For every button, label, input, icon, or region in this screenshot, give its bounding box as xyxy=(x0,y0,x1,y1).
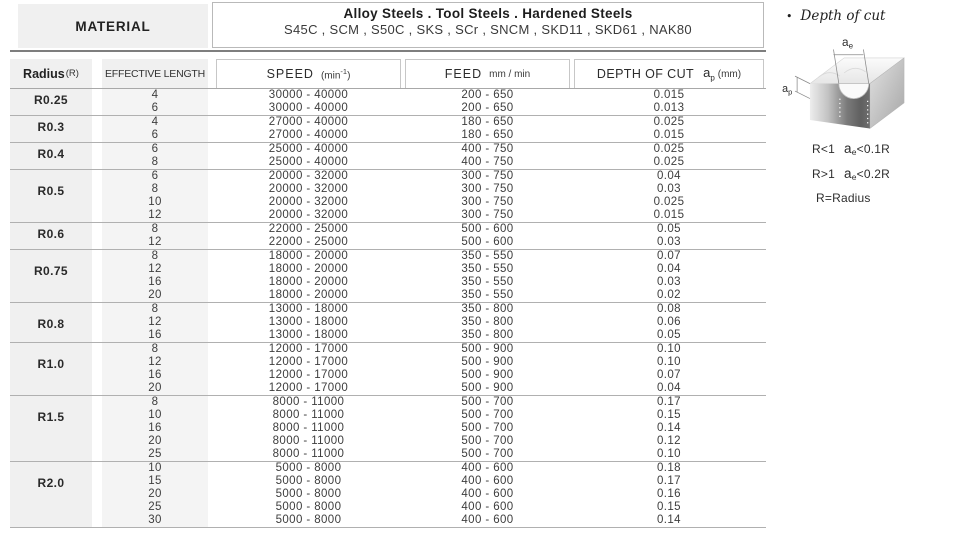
effective-length-cell: 10 xyxy=(102,409,208,422)
radius-group xyxy=(10,303,766,343)
depth-cell: 0.025 xyxy=(653,196,685,208)
effective-length-cell: 10 xyxy=(102,462,208,476)
depth-cell: 0.015 xyxy=(653,209,685,221)
table-row xyxy=(10,263,766,276)
effective-length-cell: 25 xyxy=(102,448,208,462)
speed-cell: 12000 - 17000 xyxy=(268,356,349,368)
depth-of-cut-panel xyxy=(780,8,955,209)
material-steel-types: Alloy Steels . Tool Steels . Hardened Steels xyxy=(343,6,633,21)
feed-column-header: FEED mm / min xyxy=(403,53,572,89)
depth-cell: 0.10 xyxy=(657,356,681,368)
feed-cell: 400 - 750 xyxy=(461,156,514,168)
material-label: MATERIAL xyxy=(18,4,208,48)
radius-group xyxy=(10,116,766,143)
feed-cell: 400 - 750 xyxy=(403,143,572,157)
effective-length-cell: 12 xyxy=(102,236,208,250)
depth-cell: 0.025 xyxy=(572,143,766,157)
effective-length-cell: 8 xyxy=(102,183,208,196)
speed-cell: 30000 - 40000 xyxy=(268,89,349,101)
column-gutter xyxy=(92,53,102,89)
speed-cell: 20000 - 32000 xyxy=(268,196,349,208)
feed-cell: 200 - 650 xyxy=(461,102,514,114)
spec-table xyxy=(10,53,766,528)
depth-of-cut-title: • Depth of cut xyxy=(786,8,886,24)
radius-cell: R0.5 xyxy=(10,170,92,223)
ap-dimension-lines xyxy=(795,76,810,98)
speed-cell: 25000 - 40000 xyxy=(214,143,403,157)
feed-cell: 300 - 750 xyxy=(461,183,514,195)
feed-cell: 400 - 600 xyxy=(403,462,572,476)
depth-cell: 0.025 xyxy=(653,156,685,168)
speed-cell: 13000 - 18000 xyxy=(268,329,349,341)
column-gutter xyxy=(92,143,102,170)
speed-cell: 12000 - 17000 xyxy=(268,369,349,381)
feed-cell: 500 - 900 xyxy=(461,369,514,381)
effective-length-cell: 6 xyxy=(102,102,208,116)
depth-cell: 0.013 xyxy=(653,102,685,114)
effective-length-cell: 8 xyxy=(102,303,208,317)
feed-cell: 500 - 700 xyxy=(461,448,514,460)
speed-cell: 5000 - 8000 xyxy=(214,462,403,476)
effective-length-cell: 15 xyxy=(102,475,208,488)
speed-cell: 30000 - 40000 xyxy=(268,102,349,114)
table-row xyxy=(10,382,766,396)
feed-cell: 500 - 700 xyxy=(461,422,514,434)
depth-of-cut-diagram xyxy=(782,28,932,136)
speed-cell: 8000 - 11000 xyxy=(272,422,345,434)
effective-length-cell: 20 xyxy=(102,289,208,303)
table-row xyxy=(10,223,766,237)
speed-cell: 20000 - 32000 xyxy=(268,209,349,221)
speed-cell: 20000 - 32000 xyxy=(268,183,349,195)
table-row xyxy=(10,462,766,476)
feed-cell: 350 - 800 xyxy=(461,316,514,328)
depth-cell: 0.04 xyxy=(572,170,766,184)
effective-length-cell: 16 xyxy=(102,329,208,343)
table-row xyxy=(10,369,766,382)
feed-cell: 500 - 700 xyxy=(461,409,514,421)
table-row xyxy=(10,435,766,448)
radius-cell: R2.0 xyxy=(10,462,92,528)
depth-column-header: DEPTH OF CUT $a_p$ (mm) xyxy=(572,53,766,89)
depth-cell: 0.06 xyxy=(657,316,681,328)
depth-cell: 0.18 xyxy=(572,462,766,476)
table-row xyxy=(10,356,766,369)
header-divider xyxy=(10,50,766,52)
effective-length-cell: 8 xyxy=(102,343,208,357)
effective-length-cell: 12 xyxy=(102,209,208,223)
effective-length-cell: 12 xyxy=(102,356,208,369)
ae-label: ae xyxy=(842,36,854,51)
material-value-box xyxy=(212,2,764,48)
depth-cell: 0.03 xyxy=(657,183,681,195)
depth-cell: 0.16 xyxy=(657,488,681,500)
depth-cell: 0.015 xyxy=(653,89,685,101)
depth-cell: 0.15 xyxy=(657,409,681,421)
radius-cell: R0.75 xyxy=(10,250,92,303)
column-gutter xyxy=(92,89,102,116)
depth-cell: 0.07 xyxy=(657,369,681,381)
radius-cell: R1.5 xyxy=(10,396,92,462)
table-row xyxy=(10,170,766,184)
material-header xyxy=(10,2,766,50)
table-row xyxy=(10,89,766,103)
radius-cell: R0.8 xyxy=(10,303,92,343)
table-row xyxy=(10,289,766,303)
speed-cell: 13000 - 18000 xyxy=(268,316,349,328)
speed-cell: 18000 - 20000 xyxy=(268,276,349,288)
feed-cell: 500 - 900 xyxy=(403,343,572,357)
effective-length-cell: 6 xyxy=(102,170,208,184)
radius-group xyxy=(10,170,766,223)
feed-cell: 300 - 750 xyxy=(403,170,572,184)
depth-cell: 0.14 xyxy=(657,422,681,434)
bullet-icon: • xyxy=(786,10,793,23)
speed-cell: 8000 - 11000 xyxy=(272,448,345,460)
table-row xyxy=(10,276,766,289)
effective-length-cell: 4 xyxy=(102,116,208,130)
effective-length-cell: 12 xyxy=(102,263,208,276)
table-row xyxy=(10,501,766,514)
effective-length-cell: 20 xyxy=(102,488,208,501)
effective-length-cell: 25 xyxy=(102,501,208,514)
speed-cell: 22000 - 25000 xyxy=(268,236,349,248)
speed-cell: 25000 - 40000 xyxy=(268,156,349,168)
feed-cell: 500 - 600 xyxy=(461,236,514,248)
depth-cell: 0.07 xyxy=(572,250,766,264)
feed-cell: 180 - 650 xyxy=(461,129,514,141)
table-row xyxy=(10,116,766,130)
effective-length-cell: 30 xyxy=(102,514,208,528)
radius-cell: R0.3 xyxy=(10,116,92,143)
feed-cell: 400 - 600 xyxy=(461,488,514,500)
feed-cell: 350 - 550 xyxy=(461,276,514,288)
speed-cell: 27000 - 40000 xyxy=(268,129,349,141)
speed-cell: 8000 - 11000 xyxy=(272,435,345,447)
feed-cell: 350 - 800 xyxy=(461,329,514,341)
feed-cell: 300 - 750 xyxy=(461,196,514,208)
spec-table-header xyxy=(10,53,766,89)
effective-length-cell: 8 xyxy=(102,250,208,264)
depth-symbol: $a_p$ xyxy=(703,65,715,83)
radius-definition: R=Radius xyxy=(816,191,871,205)
feed-cell: 300 - 750 xyxy=(461,209,514,221)
effective-length-cell: 6 xyxy=(102,129,208,143)
depth-cell: 0.02 xyxy=(657,289,681,301)
column-gutter xyxy=(92,116,102,143)
effective-length-cell: 20 xyxy=(102,435,208,448)
feed-cell: 500 - 600 xyxy=(403,223,572,237)
column-gutter xyxy=(92,250,102,303)
depth-cell: 0.17 xyxy=(572,396,766,410)
speed-cell: 8000 - 11000 xyxy=(272,409,345,421)
table-row xyxy=(10,329,766,343)
depth-cell: 0.05 xyxy=(657,329,681,341)
depth-cell: 0.03 xyxy=(657,236,681,248)
effective-length-cell: 16 xyxy=(102,369,208,382)
speed-column-header: SPEED $(\min^{-1})$ xyxy=(214,53,403,89)
depth-cell: 0.17 xyxy=(657,475,681,487)
radius-cell: R0.6 xyxy=(10,223,92,250)
speed-cell: 12000 - 17000 xyxy=(268,382,349,394)
feed-cell: 500 - 700 xyxy=(461,435,514,447)
depth-cell: 0.14 xyxy=(657,514,681,526)
column-gutter xyxy=(92,462,102,528)
column-gutter xyxy=(92,396,102,462)
speed-unit: $(\min^{-1})$ xyxy=(320,66,351,82)
rule-r-greater-1: R>1 ae<0.2R xyxy=(812,166,891,182)
feed-cell: 400 - 600 xyxy=(461,475,514,487)
radius-group xyxy=(10,462,766,528)
table-row xyxy=(10,316,766,329)
material-steel-grades: S45C , SCM , S50C , SKS , SCr , SNCM , SKD11 , SKD61 , NAK80 xyxy=(284,22,692,37)
table-row xyxy=(10,514,766,528)
table-row xyxy=(10,303,766,317)
feed-cell: 500 - 900 xyxy=(461,382,514,394)
table-row xyxy=(10,183,766,196)
speed-cell: 5000 - 8000 xyxy=(275,501,342,513)
depth-cell: 0.03 xyxy=(657,276,681,288)
table-row xyxy=(10,236,766,250)
radius-column-header: Radius (R) xyxy=(10,53,92,89)
speed-cell: 5000 - 8000 xyxy=(275,514,342,526)
feed-cell: 350 - 550 xyxy=(403,250,572,264)
effective-length-cell: 8 xyxy=(102,396,208,410)
speed-cell: 18000 - 20000 xyxy=(268,289,349,301)
depth-cell: 0.15 xyxy=(657,501,681,513)
effective-length-cell: 16 xyxy=(102,276,208,289)
effective-length-column-header: EFFECTIVE LENGTH xyxy=(102,53,208,89)
radius-group xyxy=(10,143,766,170)
depth-cell: 0.08 xyxy=(572,303,766,317)
column-gutter xyxy=(92,223,102,250)
feed-cell: 200 - 650 xyxy=(461,89,514,101)
effective-length-cell: 12 xyxy=(102,316,208,329)
table-row xyxy=(10,102,766,116)
speed-cell: 20000 - 32000 xyxy=(214,170,403,184)
column-gutter xyxy=(92,343,102,396)
effective-length-cell: 20 xyxy=(102,382,208,396)
feed-cell: 350 - 550 xyxy=(461,289,514,301)
depth-of-cut-rules xyxy=(812,138,955,209)
feed-cell: 350 - 800 xyxy=(403,303,572,317)
radius-group xyxy=(10,396,766,462)
effective-length-cell: 4 xyxy=(102,89,208,103)
table-row xyxy=(10,488,766,501)
speed-cell: 8000 - 11000 xyxy=(214,396,403,410)
radius-group xyxy=(10,89,766,116)
radius-group xyxy=(10,250,766,303)
depth-cell: 0.025 xyxy=(572,116,766,130)
feed-cell: 500 - 900 xyxy=(461,356,514,368)
table-row xyxy=(10,209,766,223)
feed-cell: 400 - 600 xyxy=(461,501,514,513)
feed-unit: mm / min xyxy=(489,68,531,80)
ap-label: $a_p$ xyxy=(782,83,793,97)
speed-cell: 27000 - 40000 xyxy=(214,116,403,130)
depth-cell: 0.12 xyxy=(657,435,681,447)
effective-length-cell: 8 xyxy=(102,223,208,237)
radius-group xyxy=(10,223,766,250)
column-gutter xyxy=(92,303,102,343)
table-row xyxy=(10,396,766,410)
feed-cell: 180 - 650 xyxy=(403,116,572,130)
table-row xyxy=(10,475,766,488)
speed-cell: 5000 - 8000 xyxy=(275,475,342,487)
table-row xyxy=(10,343,766,357)
table-row xyxy=(10,409,766,422)
table-row xyxy=(10,448,766,462)
depth-cell: 0.015 xyxy=(653,129,685,141)
column-gutter xyxy=(92,170,102,223)
rule-r-less-1: R<1 ae<0.1R xyxy=(812,141,891,157)
depth-cell: 0.05 xyxy=(572,223,766,237)
feed-cell: 500 - 700 xyxy=(403,396,572,410)
radius-group xyxy=(10,343,766,396)
feed-cell: 400 - 600 xyxy=(461,514,514,526)
table-row xyxy=(10,196,766,209)
table-row xyxy=(10,250,766,264)
table-row xyxy=(10,129,766,143)
speed-cell: 12000 - 17000 xyxy=(214,343,403,357)
feed-cell: 350 - 550 xyxy=(461,263,514,275)
speed-cell: 18000 - 20000 xyxy=(268,263,349,275)
radius-cell: R0.4 xyxy=(10,143,92,170)
effective-length-cell: 8 xyxy=(102,156,208,170)
effective-length-cell: 10 xyxy=(102,196,208,209)
depth-cell: 0.10 xyxy=(657,448,681,460)
effective-length-cell: 6 xyxy=(102,143,208,157)
depth-cell: 0.10 xyxy=(572,343,766,357)
depth-cell: 0.04 xyxy=(657,263,681,275)
table-row xyxy=(10,156,766,170)
radius-cell: R1.0 xyxy=(10,343,92,396)
effective-length-cell: 16 xyxy=(102,422,208,435)
speed-cell: 13000 - 18000 xyxy=(214,303,403,317)
speed-cell: 22000 - 25000 xyxy=(214,223,403,237)
speed-cell: 18000 - 20000 xyxy=(214,250,403,264)
radius-cell: R0.25 xyxy=(10,89,92,116)
table-row xyxy=(10,143,766,157)
depth-cell: 0.04 xyxy=(657,382,681,394)
speed-cell: 5000 - 8000 xyxy=(275,488,342,500)
table-row xyxy=(10,422,766,435)
